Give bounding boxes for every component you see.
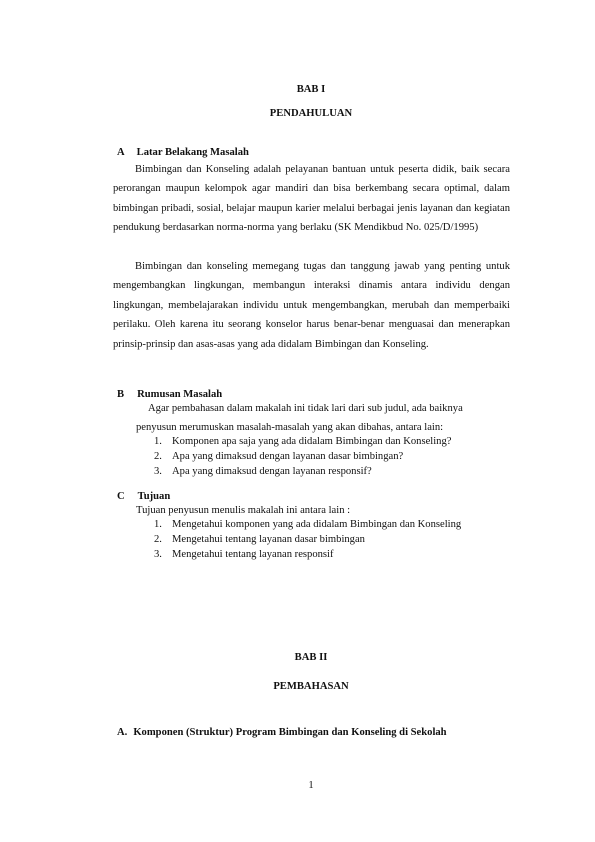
list-text: Mengetahui tentang layanan dasar bimbingan — [172, 534, 365, 545]
section-label: B — [117, 389, 125, 400]
paragraph-line: Agar pembahasan dalam makalah ini tidak lari dari sub judul, ada baiknya — [148, 403, 463, 414]
list-number: 1. — [154, 519, 162, 530]
section-label: C — [117, 491, 125, 502]
list-number: 2. — [154, 451, 162, 462]
section-title: Tujuan — [137, 491, 171, 502]
list-item — [154, 451, 403, 462]
section-heading-c — [117, 491, 170, 502]
list-item — [154, 466, 372, 477]
list-item — [154, 534, 365, 545]
chapter-title: PEMBAHASAN — [273, 681, 349, 692]
section-heading-a — [117, 147, 249, 158]
paragraph-line: Tujuan penyusun menulis makalah ini antara lain : — [136, 505, 351, 516]
page-number: 1 — [308, 780, 314, 791]
paragraph: Bimbingan dan Konseling adalah pelayanan bantuan untuk peserta didik, baik secara perorangan maupun kelompok agar mandiri dan bisa berkembang secara optimal, dalam bimbingan pribadi, sosial, belajar maupun karier melalui berbagai jenis layanan dan kegiatan pendukung berdasarkan norma-norma yang berlaku (SK Mendikbud No. 025/D/1995) — [113, 164, 510, 234]
section-title: Rumusan Masalah — [137, 389, 223, 400]
list-text: Komponen apa saja yang ada didalam Bimbingan dan Konseling? — [172, 436, 452, 447]
paragraph: Bimbingan dan konseling memegang tugas dan tanggung jawab yang penting untuk mengembangkan lingkungan, membangun interaksi dinamis antara individu dengan lingkungan, membelajarakan individu untuk mengembangkan, merubah dan memperbaiki perilaku. Oleh karena itu seorang konselor harus benar-benar menguasai dan menerapkan prinsip-prinsip dan asas-asas yang ada didalam Bimbingan dan Konseling. — [113, 261, 510, 350]
paragraph-line: penyusun merumuskan masalah-masalah yang akan dibahas, antara lain: — [136, 422, 444, 433]
chapter-heading: BAB I — [296, 84, 326, 95]
list-text: Mengetahui komponen yang ada didalam Bimbingan dan Konseling — [172, 519, 462, 530]
list-item — [154, 519, 461, 530]
list-number: 2. — [154, 534, 162, 545]
list-number: 1. — [154, 436, 162, 447]
list-text: Mengetahui tentang layanan responsif — [172, 549, 334, 560]
chapter-title: PENDAHULUAN — [269, 108, 353, 119]
list-text: Apa yang dimaksud dengan layanan responsif? — [172, 466, 372, 477]
list-text: Apa yang dimaksud dengan layanan dasar bimbingan? — [172, 451, 404, 462]
list-number: 3. — [154, 466, 162, 477]
section-label: A. — [117, 727, 128, 738]
section-heading-a2 — [117, 727, 447, 738]
section-title: Komponen (Struktur) Program Bimbingan dan Konseling di Sekolah — [133, 727, 447, 738]
list-item — [154, 549, 334, 560]
chapter-heading: BAB II — [294, 652, 328, 663]
list-number: 3. — [154, 549, 162, 560]
section-title: Latar Belakang Masalah — [136, 147, 249, 158]
list-item — [154, 436, 451, 447]
section-heading-b — [117, 389, 222, 400]
section-label: A — [117, 147, 125, 158]
